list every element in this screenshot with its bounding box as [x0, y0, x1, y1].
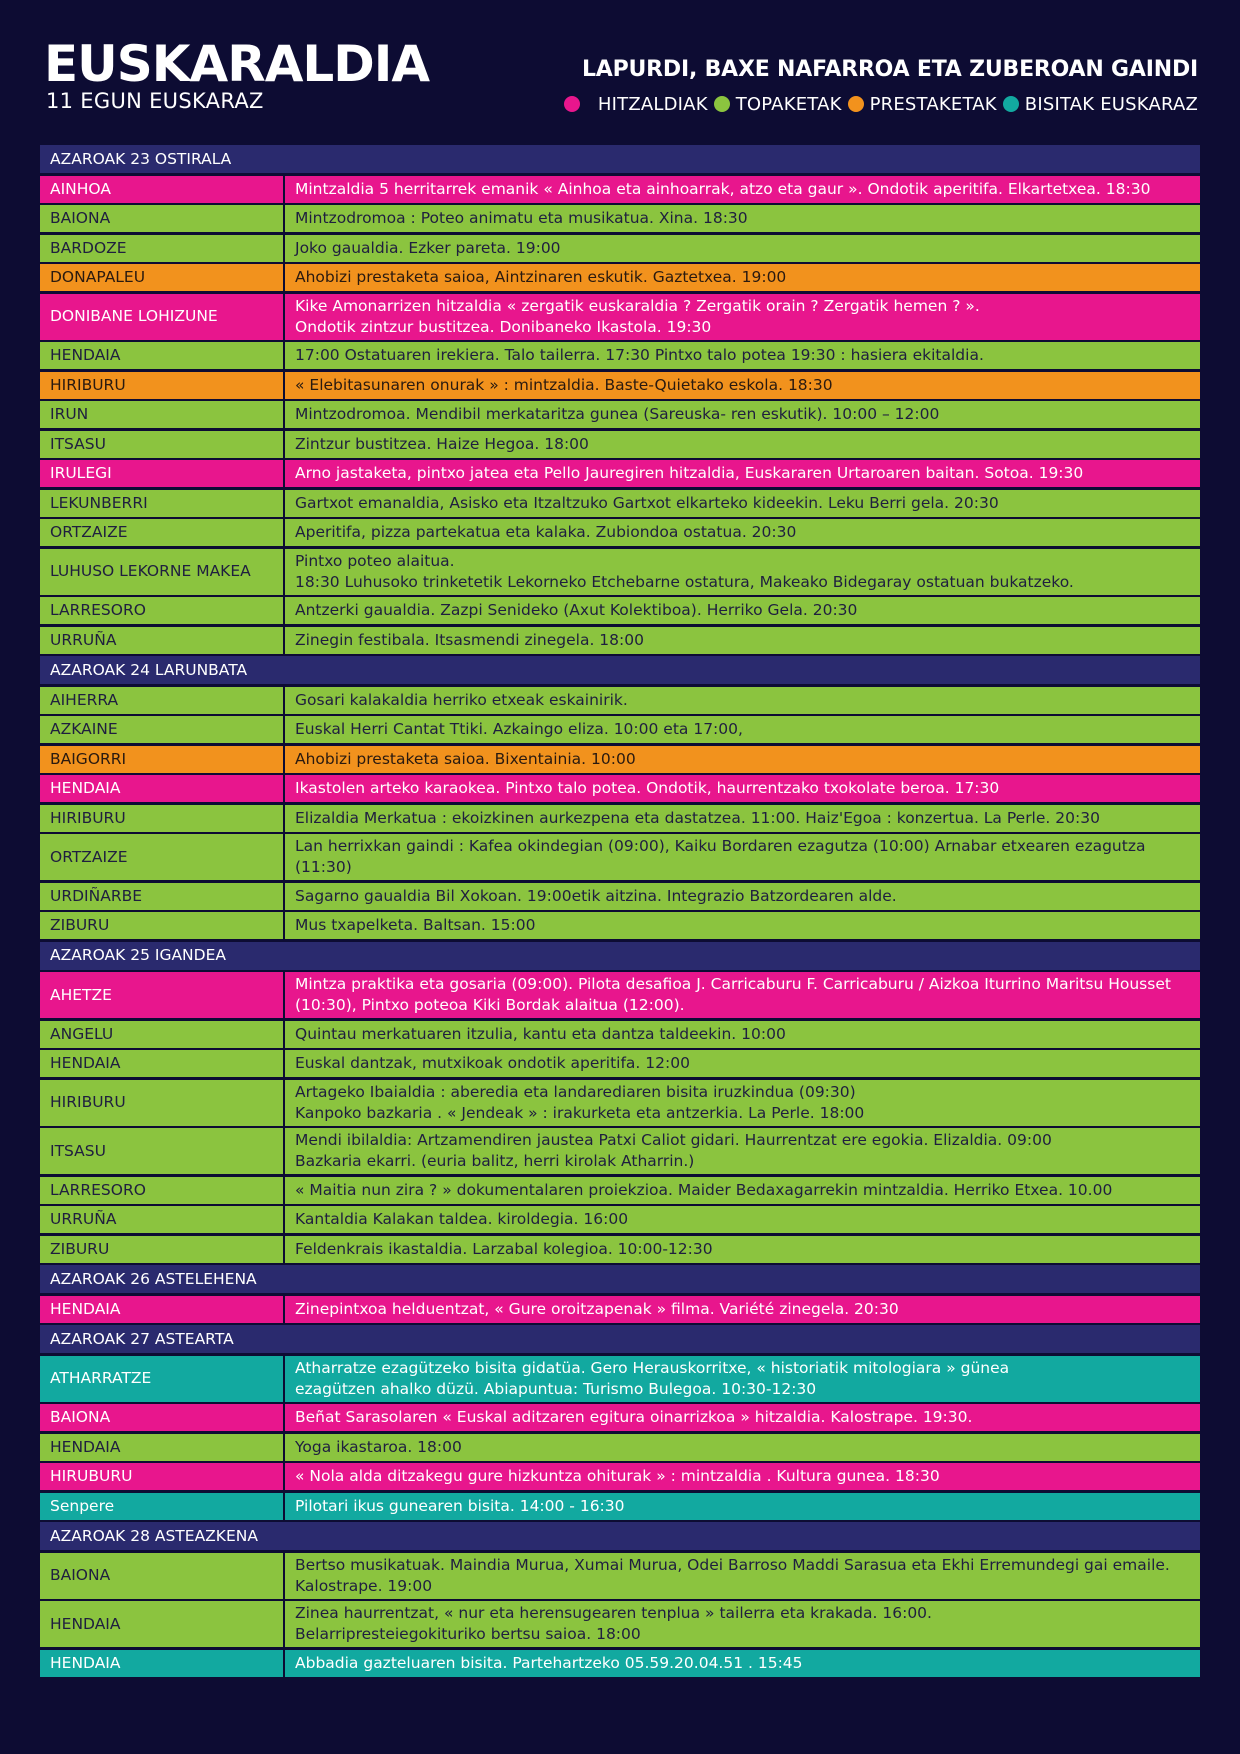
event-place: BARDOZE [40, 235, 285, 262]
event-description: Zinea haurrentzat, « nur eta herensugearen tenplua » tailerra eta krakada. 16:00. Belarripresteiegokituriko bertsu saioa. 18:00 [295, 1604, 932, 1643]
event-description: Antzerki gaualdia. Zazpi Senideko (Axut Kolektiboa). Herriko Gela. 20:30 [295, 601, 858, 619]
event-place: HIRIBURU [40, 1080, 285, 1126]
event-description: Gosari kalakaldia herriko etxeak eskainirik. [295, 690, 628, 709]
event-description: Quintau merkatuaren itzulia, kantu eta dantza taldeekin. 10:00 [295, 1024, 786, 1043]
event-place: IRULEGI [40, 460, 285, 487]
event-row [40, 1296, 1200, 1323]
day-label: AZAROAK 25 IGANDEA [50, 946, 226, 964]
event-place: HENDAIA [40, 775, 285, 802]
day-label: AZAROAK 28 ASTEAZKENA [50, 1526, 258, 1545]
event-description: Yoga ikastaroa. 18:00 [295, 1437, 462, 1456]
event-row [40, 687, 1200, 714]
event-place: BAIONA [40, 205, 285, 232]
event-row [40, 834, 1200, 880]
event-place: HENDAIA [40, 1050, 285, 1077]
brand-subtitle: 11 EGUN EUSKARAZ [46, 89, 264, 113]
day-header [40, 1522, 1200, 1550]
day-header [40, 1265, 1200, 1293]
event-place: HENDAIA [40, 1434, 285, 1461]
day-header [40, 1325, 1200, 1353]
event-place: HIRIBURU [40, 805, 285, 832]
event-description: Pintxo poteo alaitua. 18:30 Luhusoko trinketetik Lekorneko Etchebarne ostatura, Makeako Bidegaray ostatuan bukatzeko. [295, 551, 1074, 591]
event-description: Mendi ibilaldia: Artzamendiren jaustea Patxi Caliot gidari. Haurrentzat ere egokia. Elizaldia. 09:00 Bazkaria ekarri. (euria balitz, herri kirolak Atharrin.) [295, 1131, 1052, 1170]
event-place: AHETZE [40, 972, 285, 1018]
event-row [40, 1128, 1200, 1174]
event-row [40, 1434, 1200, 1461]
legend-item-topaketak [714, 94, 842, 115]
event-place: LARRESORO [40, 597, 285, 624]
event-place: DONIBANE LOHIZUNE [40, 294, 285, 340]
event-place: LEKUNBERRI [40, 490, 285, 517]
event-description: Mintzodromoa. Mendibil merkataritza gunea (Sareuska- ren eskutik). 10:00 – 12:00 [295, 405, 940, 423]
event-row [40, 912, 1200, 939]
event-place: AINHOA [40, 176, 285, 203]
legend-label: TOPAKETAK [735, 93, 842, 115]
event-row [40, 716, 1200, 743]
event-description: Zinegin festibala. Itsasmendi zinegela. 18:00 [295, 630, 644, 649]
event-place: BAIGORRI [40, 746, 285, 773]
legend [558, 92, 1198, 116]
day-header [40, 656, 1200, 684]
event-row [40, 1356, 1200, 1402]
event-row [40, 264, 1200, 291]
event-row [40, 805, 1200, 832]
event-place: AIHERRA [40, 687, 285, 714]
event-place: ZIBURU [40, 912, 285, 939]
event-description: Mintza praktika eta gosaria (09:00). Pilota desafioa J. Carricaburu F. Carricaburu / Aizkoa Iturrino Maritsu Housset (10:30), Pintxo poteoa Kiki Bordak alaitua (12:00). [295, 975, 1171, 1014]
legend-label: HITZALDIAK [597, 93, 708, 115]
event-place: ANGELU [40, 1021, 285, 1048]
event-row [40, 597, 1200, 624]
event-row [40, 1463, 1200, 1490]
event-place: AZKAINE [40, 716, 285, 743]
event-row [40, 972, 1200, 1018]
day-label: AZAROAK 24 LARUNBATA [50, 660, 248, 679]
pink-dot-icon [564, 96, 580, 112]
event-place: ITSASU [40, 431, 285, 458]
event-description: Bertso musikatuak. Maindia Murua, Xumai Murua, Odei Barroso Maddi Sarasua eta Ekhi Erremundegi gai emaile. Kalostrape. 19:00 [295, 1555, 1170, 1595]
event-description: Kantaldia Kalakan taldea. kiroldegia. 16:00 [295, 1210, 629, 1228]
event-place: Senpere [40, 1493, 285, 1520]
event-row [40, 294, 1200, 340]
region-title: LAPURDI, BAXE NAFARROA ETA ZUBEROAN GAINDI [581, 57, 1198, 82]
event-description: Feldenkrais ikastaldia. Larzabal kolegioa. 10:00-12:30 [295, 1239, 713, 1258]
event-description: Euskal dantzak, mutxikoak ondotik aperitifa. 12:00 [295, 1054, 690, 1072]
event-description: Sagarno gaualdia Bil Xokoan. 19:00etik aitzina. Integrazio Batzordearen alde. [295, 886, 897, 905]
event-description: Elizaldia Merkatua : ekoizkinen aurkezpena eta dastatzea. 11:00. Haiz'Egoa : konzertua. La Perle. 20:30 [295, 808, 1100, 827]
event-place: LUHUSO LEKORNE MAKEA [40, 549, 285, 595]
event-description: « Maitia nun zira ? » dokumentalaren proiekzioa. Maider Bedaxagarrekin mintzaldia. Herriko Etxea. 10.00 [295, 1180, 1113, 1199]
event-row [40, 460, 1200, 487]
event-row [40, 519, 1200, 546]
event-place: HENDAIA [40, 1650, 285, 1677]
day-header [40, 942, 1200, 970]
legend-item-prestaketak [848, 94, 997, 115]
event-place: URRUÑA [40, 627, 285, 654]
event-place: HENDAIA [40, 1601, 285, 1647]
event-place: HENDAIA [40, 1296, 285, 1323]
event-row [40, 431, 1200, 458]
event-row [40, 372, 1200, 399]
event-row [40, 342, 1200, 369]
event-description: Lan herrixkan gaindi : Kafea okindegian (09:00), Kaiku Bordaren ezagutza (10:00) Arnabar etxearen ezagutza (11:30) [295, 837, 1146, 876]
event-row [40, 1493, 1200, 1520]
event-row [40, 205, 1200, 232]
event-place: DONAPALEU [40, 264, 285, 291]
event-description: « Elebitasunaren onurak » : mintzaldia. Baste-Quietako eskola. 18:30 [295, 375, 833, 394]
legend-label: BISITAK EUSKARAZ [1024, 93, 1198, 115]
event-row [40, 1080, 1200, 1126]
event-place: ORTZAIZE [40, 519, 285, 546]
event-place: ATHARRATZE [40, 1356, 285, 1402]
event-place: LARRESORO [40, 1177, 285, 1204]
event-description: 17:00 Ostatuaren irekiera. Talo tailerra. 17:30 Pintxo talo potea 19:30 : hasiera ekitaldia. [295, 346, 984, 364]
event-description: Mus txapelketa. Baltsan. 15:00 [295, 916, 536, 934]
event-description: Beñat Sarasolaren « Euskal aditzaren egitura oinarrizkoa » hitzaldia. Kalostrape. 19:30. [295, 1408, 973, 1426]
green-dot-icon [714, 96, 730, 112]
event-description: Euskal Herri Cantat Ttiki. Azkaingo eliza. 10:00 eta 17:00, [295, 720, 743, 738]
day-label: AZAROAK 26 ASTELEHENA [50, 1269, 257, 1288]
event-description: Pilotari ikus gunearen bisita. 14:00 - 16:30 [295, 1496, 625, 1515]
event-row [40, 235, 1200, 262]
brand-title: EUSKARALDIA [44, 35, 430, 93]
event-place: HIRIBURU [40, 372, 285, 399]
event-description: Abbadia gazteluaren bisita. Partehartzeko 05.59.20.04.51 . 15:45 [295, 1653, 803, 1672]
event-description: Ahobizi prestaketa saioa. Bixentainia. 10:00 [295, 749, 636, 768]
event-row [40, 1650, 1200, 1677]
event-row [40, 1236, 1200, 1263]
event-place: BAIONA [40, 1553, 285, 1599]
event-place: HENDAIA [40, 342, 285, 369]
event-description: Mintzodromoa : Poteo animatu eta musikatua. Xina. 18:30 [295, 209, 748, 227]
event-row [40, 1021, 1200, 1048]
event-row [40, 1206, 1200, 1233]
event-description: Zinepintxoa helduentzat, « Gure oroitzapenak » filma. Variété zinegela. 20:30 [295, 1299, 899, 1318]
event-row [40, 1404, 1200, 1431]
event-row [40, 401, 1200, 428]
day-header [40, 145, 1200, 173]
event-row [40, 1553, 1200, 1599]
event-row [40, 883, 1200, 910]
event-description: Artageko Ibaialdia : aberedia eta landarediaren bisita iruzkindua (09:30) Kanpoko bazkaria . « Jendeak » : irakurketa eta antzerkia. La Perle. 18:00 [295, 1082, 865, 1122]
event-description: Ikastolen arteko karaokea. Pintxo talo potea. Ondotik, haurrentzako txokolate beroa. 17:30 [295, 779, 1000, 797]
event-description: Aperitifa, pizza partekatua eta kalaka. Zubiondoa ostatua. 20:30 [295, 523, 797, 541]
event-description: Ahobizi prestaketa saioa, Aintzinaren eskutik. Gaztetxea. 19:00 [295, 268, 787, 286]
event-description: Kike Amonarrizen hitzaldia « zergatik euskaraldia ? Zergatik orain ? Zergatik hemen ? ». Ondotik zintzur bustitzea. Donibaneko Ikastola. 19:30 [295, 296, 980, 336]
legend-label: PRESTAKETAK [869, 93, 997, 115]
event-description: Gartxot emanaldia, Asisko eta Itzaltzuko Gartxot elkarteko kideekin. Leku Berri gela. 20:30 [295, 493, 999, 512]
event-place: ORTZAIZE [40, 834, 285, 880]
event-description: « Nola alda ditzakegu gure hizkuntza ohiturak » : mintzaldia . Kultura gunea. 18:30 [295, 1467, 940, 1485]
event-place: ITSASU [40, 1128, 285, 1174]
event-row [40, 490, 1200, 517]
event-place: URRUÑA [40, 1206, 285, 1233]
day-label: AZAROAK 27 ASTEARTA [50, 1329, 234, 1348]
event-description: Joko gaualdia. Ezker pareta. 19:00 [295, 238, 561, 257]
event-place: URDIÑARBE [40, 883, 285, 910]
event-row [40, 746, 1200, 773]
legend-item-hitzaldiak [564, 94, 708, 115]
event-row [40, 176, 1200, 203]
event-row [40, 1601, 1200, 1647]
event-place: IRUN [40, 401, 285, 428]
page-header [0, 0, 1240, 140]
orange-dot-icon [848, 96, 864, 112]
event-row [40, 627, 1200, 654]
event-place: BAIONA [40, 1404, 285, 1431]
event-description: Mintzaldia 5 herritarrek emanik « Ainhoa eta ainhoarrak, atzo eta gaur ». Ondotik aperitifa. Elkartetxea. 18:30 [295, 179, 1151, 198]
event-description: Zintzur bustitzea. Haize Hegoa. 18:00 [295, 434, 589, 453]
event-row [40, 549, 1200, 595]
event-description: Atharratze ezagützeko bisita gidatüa. Gero Herauskorritxe, « historiatik mitologiara » günea ezagützen ahalko düzü. Abiapuntua: Turismo Bulegoa. 10:30-12:30 [295, 1358, 1010, 1398]
event-place: HIRUBURU [40, 1463, 285, 1490]
schedule-table [40, 145, 1200, 1679]
event-row [40, 1177, 1200, 1204]
teal-dot-icon [1003, 96, 1019, 112]
day-label: AZAROAK 23 OSTIRALA [50, 149, 232, 168]
event-place: ZIBURU [40, 1236, 285, 1263]
legend-item-bisitak [1003, 94, 1198, 115]
event-row [40, 1050, 1200, 1077]
event-row [40, 775, 1200, 802]
event-description: Arno jastaketa, pintxo jatea eta Pello Jauregiren hitzaldia, Euskararen Urtaroaren baitan. Sotoa. 19:30 [295, 464, 1084, 482]
